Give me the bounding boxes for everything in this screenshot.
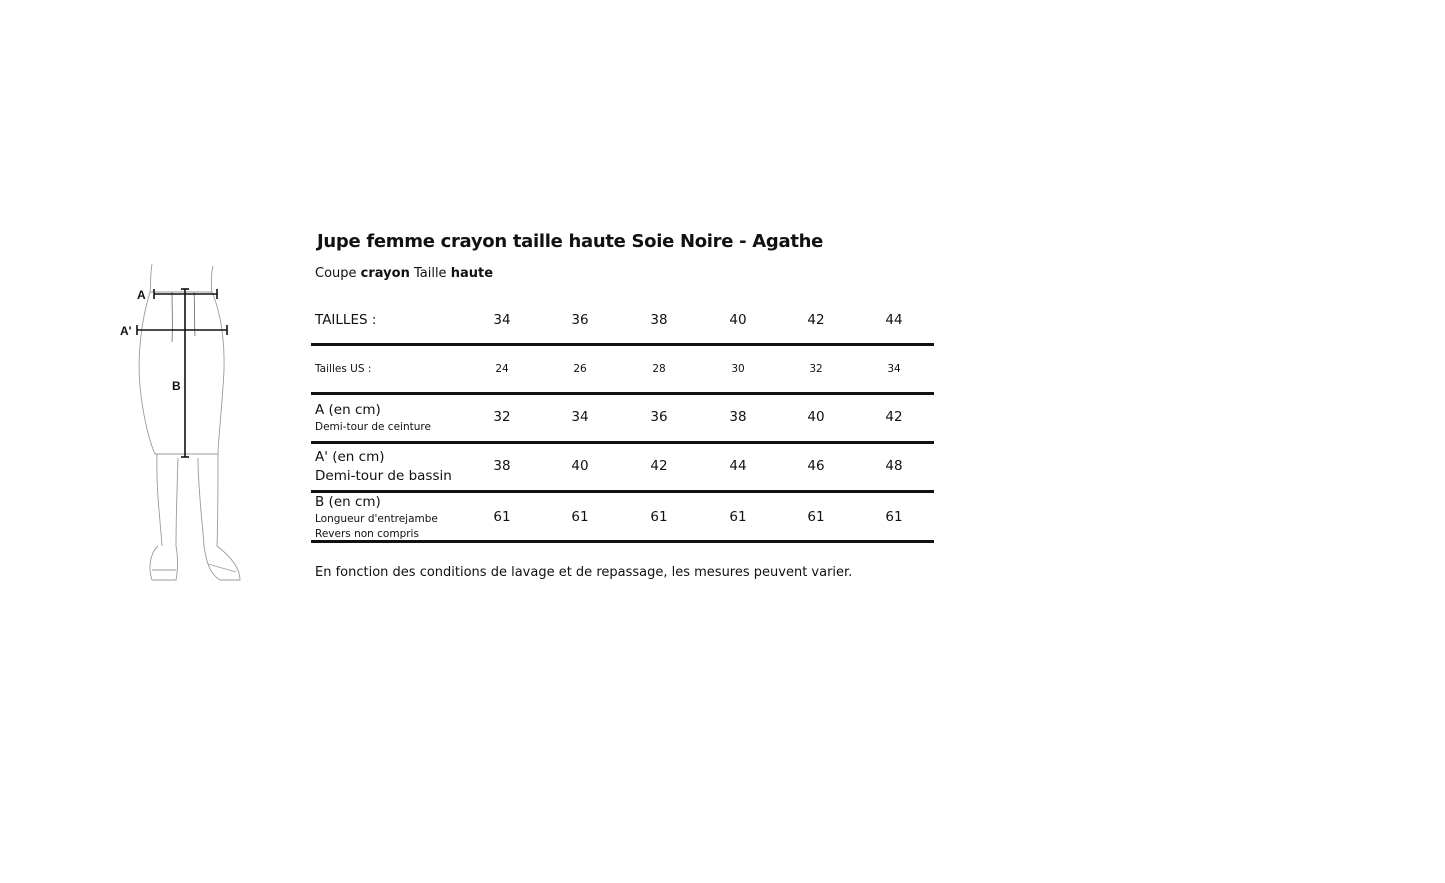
size-cell: 34 bbox=[493, 312, 511, 328]
waist-label: A (en cm) bbox=[315, 402, 381, 418]
us-size-cell: 34 bbox=[887, 363, 901, 375]
us-size-row bbox=[311, 362, 934, 378]
us-size-label: Tailles US : bbox=[315, 363, 372, 375]
inseam-cell: 61 bbox=[493, 509, 511, 525]
size-cell: 42 bbox=[807, 312, 825, 328]
subtitle-prefix: Coupe bbox=[315, 266, 357, 281]
inseam-cell: 61 bbox=[650, 509, 668, 525]
inseam-cell: 61 bbox=[571, 509, 589, 525]
inseam-cell: 61 bbox=[807, 509, 825, 525]
waist-cell: 38 bbox=[729, 409, 747, 425]
inseam-cell: 61 bbox=[885, 509, 903, 525]
inseam-note: Revers non compris bbox=[315, 528, 419, 540]
hip-cell: 42 bbox=[650, 458, 668, 474]
hip-cell: 38 bbox=[493, 458, 511, 474]
subtitle-cut: crayon bbox=[360, 266, 410, 281]
hip-sublabel: Demi-tour de bassin bbox=[315, 468, 452, 484]
hip-label: A' (en cm) bbox=[315, 449, 385, 465]
label-a-prime: A' bbox=[120, 324, 132, 338]
waist-cell: 32 bbox=[493, 409, 511, 425]
inseam-sublabel: Longueur d'entrejambe bbox=[315, 513, 438, 525]
us-size-cell: 26 bbox=[573, 363, 587, 375]
table-divider bbox=[311, 441, 934, 444]
hip-cell: 40 bbox=[571, 458, 589, 474]
size-cell: 40 bbox=[729, 312, 747, 328]
size-cell: 44 bbox=[885, 312, 903, 328]
inseam-row bbox=[311, 494, 934, 540]
subtitle-waist: haute bbox=[450, 266, 494, 281]
waist-cell: 40 bbox=[807, 409, 825, 425]
us-size-cell: 30 bbox=[731, 363, 745, 375]
us-size-cell: 24 bbox=[495, 363, 509, 375]
waist-sublabel: Demi-tour de ceinture bbox=[315, 421, 431, 433]
table-divider bbox=[311, 490, 934, 493]
size-header-label: TAILLES : bbox=[315, 312, 377, 328]
label-b: B bbox=[172, 379, 181, 393]
care-note: En fonction des conditions de lavage et de repassage, les mesures peuvent varier. bbox=[315, 565, 853, 580]
hip-cell: 44 bbox=[729, 458, 747, 474]
subtitle-waist-label: Taille bbox=[413, 266, 447, 281]
us-size-cell: 32 bbox=[809, 363, 823, 375]
size-cell: 38 bbox=[650, 312, 668, 328]
inseam-label: B (en cm) bbox=[315, 494, 381, 510]
page-title: Jupe femme crayon taille haute Soie Noire - Agathe bbox=[317, 231, 824, 252]
us-size-cell: 28 bbox=[652, 363, 666, 375]
size-cell: 36 bbox=[571, 312, 589, 328]
skirt-measurement-illustration bbox=[110, 258, 250, 588]
waist-cell: 34 bbox=[571, 409, 589, 425]
table-divider bbox=[311, 343, 934, 346]
waist-cell: 36 bbox=[650, 409, 668, 425]
table-divider bbox=[311, 392, 934, 395]
inseam-cell: 61 bbox=[729, 509, 747, 525]
hip-cell: 46 bbox=[807, 458, 825, 474]
table-divider bbox=[311, 540, 934, 543]
hip-cell: 48 bbox=[885, 458, 903, 474]
waist-row bbox=[311, 402, 934, 438]
subtitle bbox=[315, 266, 493, 281]
size-header-row bbox=[311, 311, 934, 331]
waist-cell: 42 bbox=[885, 409, 903, 425]
label-a: A bbox=[137, 288, 146, 302]
hip-row bbox=[311, 449, 934, 487]
